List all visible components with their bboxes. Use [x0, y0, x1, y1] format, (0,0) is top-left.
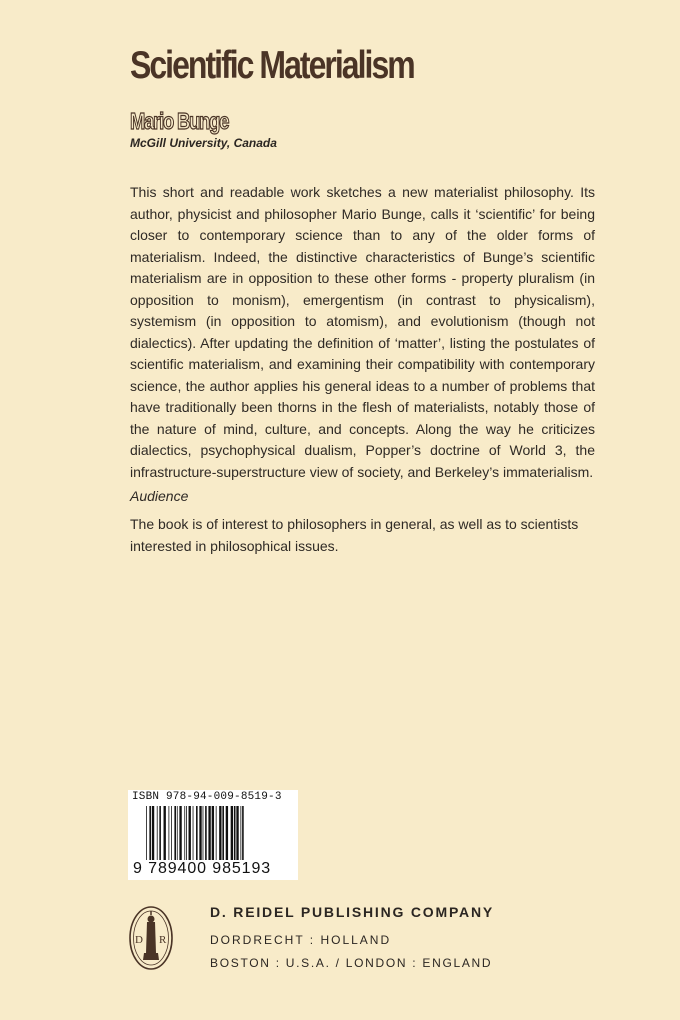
- barcode-bar: [234, 806, 236, 864]
- barcode-bar: [231, 806, 233, 864]
- barcode-bar: [212, 806, 214, 864]
- barcode-bar: [203, 806, 204, 864]
- barcode-bars: [146, 806, 294, 864]
- barcode-bar: [189, 806, 191, 864]
- barcode-bar: [236, 806, 238, 864]
- publisher-logo-icon: [128, 905, 174, 971]
- barcode-bar: [196, 806, 198, 864]
- barcode-bar: [174, 806, 176, 864]
- barcode-bar: [216, 806, 217, 864]
- barcode-bar: [168, 806, 169, 864]
- publisher-location-2: BOSTON : U.S.A. / LONDON : ENGLAND: [210, 956, 493, 970]
- barcode-bar: [149, 806, 151, 864]
- isbn-label: ISBN 978-94-009-8519-3: [132, 791, 282, 803]
- publisher-name: D. REIDEL PUBLISHING COMPANY: [210, 904, 495, 920]
- barcode-bar: [146, 806, 147, 864]
- isbn-barcode: [128, 790, 298, 880]
- logo-letter-d: D: [135, 934, 143, 946]
- barcode-bar: [242, 806, 244, 864]
- barcode-bar: [219, 806, 221, 864]
- barcode-bar: [164, 806, 166, 864]
- barcode-bar: [157, 806, 158, 864]
- barcode-bar: [240, 806, 241, 864]
- book-title: Scientific Materialism: [130, 44, 414, 87]
- logo-letter-r: R: [159, 934, 167, 946]
- barcode-bar: [152, 806, 154, 864]
- publisher-location-1: DORDRECHT : HOLLAND: [210, 933, 392, 947]
- barcode-bar: [186, 806, 187, 864]
- barcode-bar: [226, 806, 228, 864]
- barcode-bar: [193, 806, 194, 864]
- barcode-bar: [171, 806, 172, 864]
- author-affiliation: McGill University, Canada: [130, 136, 277, 150]
- barcode-bar: [159, 806, 161, 864]
- barcode-digits: 9 789400 985193: [133, 860, 272, 877]
- barcode-bar: [205, 806, 207, 864]
- book-description: This short and readable work sketches a new materialist philosophy. Its author, physicist and philosopher Mario Bunge, calls it ‘scientific’ for being closer to contemporary science than to any of the older forms of materialism. Indeed, the distinctive characteristics of Bunge’s scientific materialism are in opposition to these other forms - property pluralism (in opposition to monism), emergentism (in contrast to physicalism), systemism (in opposition to atomism), and evolutionism (though not dialectics). After updating the definition of ‘matter’, listing the postulates of scientific materialism, and examining their compatibility with contemporary science, the author applies his general ideas to a number of problems that have traditionally been thorns in the flesh of materialists, notably those of the nature of mind, culture, and concepts. Along the way he criticizes dialectics, psychophysical dualism, Popper’s doctrine of World 3, the infrastructure-superstructure view of society, and Berkeley’s immaterialism.: [130, 184, 595, 480]
- audience-heading: Audience: [130, 488, 189, 504]
- barcode-bar: [208, 806, 210, 864]
- author-name: Mario Bunge: [130, 108, 229, 134]
- barcode-bar: [177, 806, 178, 864]
- audience-text: The book is of interest to philosophers in general, as well as to scientists interested in philosophical issues.: [130, 516, 579, 554]
- barcode-bar: [184, 806, 185, 864]
- barcode-bar: [222, 806, 224, 864]
- barcode-bar: [199, 806, 201, 864]
- barcode-bar: [179, 806, 181, 864]
